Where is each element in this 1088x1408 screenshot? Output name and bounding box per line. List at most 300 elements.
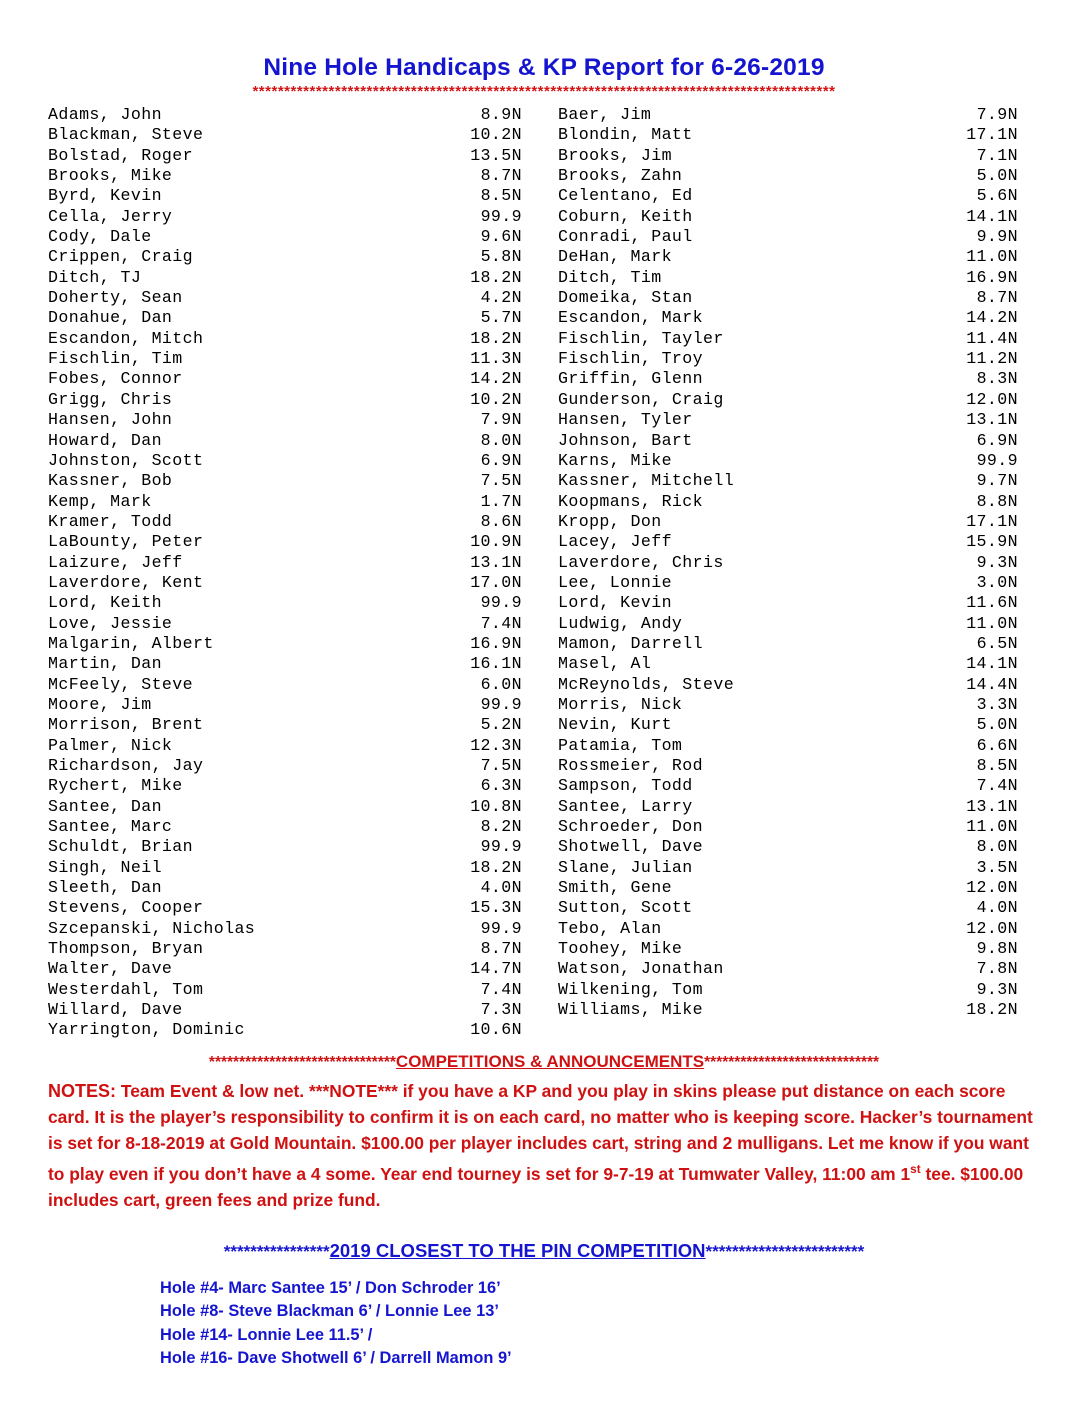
roster-row (48, 736, 1040, 756)
player-handicap-index: 8.6N (480, 511, 522, 531)
roster-row (48, 512, 1040, 532)
player-handicap-index: 7.5N (480, 471, 522, 491)
player-name: Blackman, Steve (48, 125, 204, 145)
roster-entry-left (48, 695, 544, 715)
player-handicap-index: 4.2N (480, 288, 522, 308)
player-name: Domeika, Stan (558, 288, 693, 308)
player-handicap-index (944, 1020, 1040, 1040)
player-name: Moore, Jim (48, 694, 152, 714)
player-handicap-index: 18.2N (966, 1000, 1018, 1020)
player-handicap-index: 8.2N (480, 817, 522, 837)
roster-row (48, 980, 1040, 1000)
player-handicap-index: 10.2N (470, 389, 522, 409)
roster-entry-right (544, 837, 1040, 857)
roster-entry-left (48, 125, 544, 145)
roster-row (48, 715, 1040, 735)
player-name: Kramer, Todd (48, 511, 173, 531)
player-name: Lord, Kevin (558, 593, 672, 613)
roster-entry-right (544, 207, 1040, 227)
player-name: Escandon, Mitch (48, 328, 204, 348)
player-handicap-index: 8.0N (480, 430, 522, 450)
player-name: Love, Jessie (48, 613, 173, 633)
player-handicap-index: 10.8N (470, 796, 522, 816)
roster-entry-left (48, 451, 544, 471)
roster-row (48, 247, 1040, 267)
player-name: Laverdore, Chris (558, 552, 724, 572)
player-name: Thompson, Bryan (48, 939, 204, 959)
roster-row (48, 817, 1040, 837)
player-name: Ditch, TJ (48, 267, 142, 287)
player-name: Laverdore, Kent (48, 572, 204, 592)
player-handicap-index: 8.8N (976, 491, 1018, 511)
roster-entry-right (544, 410, 1040, 430)
player-name: Cella, Jerry (48, 206, 173, 226)
player-name: Johnston, Scott (48, 450, 204, 470)
player-name: Brooks, Zahn (558, 166, 683, 186)
player-handicap-index: 11.3N (470, 349, 522, 369)
roster-entry-right (544, 980, 1040, 1000)
roster-entry-right (544, 166, 1040, 186)
roster-row (48, 858, 1040, 878)
player-handicap-index: 14.4N (966, 674, 1018, 694)
roster-entry-right (544, 654, 1040, 674)
roster-entry-right (544, 1000, 1040, 1020)
ctp-stars-right: ************************ (705, 1241, 865, 1261)
roster-row (48, 573, 1040, 593)
roster-entry-left (48, 939, 544, 959)
player-name: Ditch, Tim (558, 267, 662, 287)
roster-entry-right (544, 553, 1040, 573)
roster-entry-left (48, 817, 544, 837)
ctp-result-item: Hole #14- Lonnie Lee 11.5’ / (160, 1325, 373, 1344)
star-divider-top: ******************************************************************************************** (252, 86, 836, 99)
roster-entry-right (544, 451, 1040, 471)
competitions-heading-text: COMPETITIONS & ANNOUNCEMENTS (395, 1051, 705, 1071)
roster-entry-left (48, 797, 544, 817)
notes-block (48, 1078, 1040, 1213)
roster-entry-right (544, 1020, 1040, 1040)
roster-entry-right (544, 268, 1040, 288)
player-name: Slane, Julian (558, 857, 693, 877)
page-title: Nine Hole Handicaps & KP Report for 6-26-2019 (263, 54, 825, 81)
roster-row (48, 207, 1040, 227)
roster-entry-left (48, 268, 544, 288)
player-handicap-index: 17.1N (966, 511, 1018, 531)
roster-entry-left (48, 247, 544, 267)
roster-entry-right (544, 614, 1040, 634)
roster-row (48, 614, 1040, 634)
player-handicap-index: 99.9 (480, 593, 522, 613)
player-name: Griffin, Glenn (558, 369, 704, 389)
player-handicap-index: 6.9N (976, 430, 1018, 450)
roster-entry-left (48, 492, 544, 512)
player-handicap-index: 9.3N (976, 979, 1018, 999)
roster-row (48, 837, 1040, 857)
player-handicap-index: 14.1N (966, 654, 1018, 674)
roster-entry-left (48, 308, 544, 328)
ctp-stars-left: **************** (223, 1241, 330, 1261)
roster-entry-right (544, 288, 1040, 308)
player-name: Sutton, Scott (558, 898, 693, 918)
player-name: Masel, Al (558, 654, 652, 674)
player-handicap-index: 11.0N (966, 247, 1018, 267)
player-handicap-index: 14.1N (966, 206, 1018, 226)
player-name: Fischlin, Tim (48, 349, 183, 369)
player-handicap-index: 10.9N (470, 532, 522, 552)
roster-entry-left (48, 349, 544, 369)
roster-entry-left (48, 776, 544, 796)
player-handicap-index: 9.9N (976, 227, 1018, 247)
roster-entry-right (544, 532, 1040, 552)
player-handicap-index: 8.3N (976, 369, 1018, 389)
player-name: Crippen, Craig (48, 247, 194, 267)
player-handicap-index: 10.6N (470, 1020, 522, 1040)
player-name: Gunderson, Craig (558, 389, 724, 409)
roster-entry-left (48, 207, 544, 227)
player-name: Kassner, Bob (48, 471, 173, 491)
roster-row (48, 532, 1040, 552)
player-handicap-index: 3.5N (976, 857, 1018, 877)
player-name: Walter, Dave (48, 959, 173, 979)
roster-entry-right (544, 308, 1040, 328)
roster-row (48, 1000, 1040, 1020)
player-handicap-index: 5.7N (480, 308, 522, 328)
player-handicap-index: 4.0N (480, 878, 522, 898)
player-name: Stevens, Cooper (48, 898, 204, 918)
roster-entry-left (48, 919, 544, 939)
ctp-heading (48, 1240, 1040, 1262)
roster-entry-left (48, 614, 544, 634)
player-name: Westerdahl, Tom (48, 979, 204, 999)
roster-entry-right (544, 492, 1040, 512)
player-name: Mamon, Darrell (558, 633, 704, 653)
player-handicap-index: 9.3N (976, 552, 1018, 572)
player-name: Hansen, Tyler (558, 410, 693, 430)
player-name: Williams, Mike (558, 1000, 704, 1020)
roster-entry-right (544, 939, 1040, 959)
notes-label: NOTES: (48, 1080, 117, 1101)
player-name: Bolstad, Roger (48, 145, 194, 165)
player-name: Kropp, Don (558, 511, 662, 531)
player-name: Santee, Marc (48, 817, 173, 837)
player-name: DeHan, Mark (558, 247, 672, 267)
roster-entry-right (544, 797, 1040, 817)
player-name: Rossmeier, Rod (558, 756, 704, 775)
player-handicap-index: 8.7N (976, 288, 1018, 308)
player-handicap-index: 18.2N (470, 328, 522, 348)
player-name: Fischlin, Tayler (558, 328, 724, 348)
ctp-result-item: Hole #16- Dave Shotwell 6’ / Darrell Mamon 9’ (160, 1349, 512, 1368)
player-handicap-index: 4.0N (976, 898, 1018, 918)
roster-entry-right (544, 675, 1040, 695)
player-name: Hansen, John (48, 410, 173, 430)
player-handicap-index: 12.0N (966, 918, 1018, 938)
player-handicap-index: 7.5N (480, 756, 522, 775)
player-name: Santee, Dan (48, 796, 162, 816)
player-name: Fobes, Connor (48, 369, 183, 389)
roster-entry-right (544, 817, 1040, 837)
player-handicap-index: 13.1N (470, 552, 522, 572)
notes-body: Team Event & low net. ***NOTE*** if you have a KP and you play in skins please put distance on each score card. It is the player’s responsibility to confirm it is on each card, no matter who is keeping score. Hacker’s tournament is set for 8-18-2019 at Gold Mountain. $100.00 per player includes cart, string and 2 mulligans. Let me know if you want to play even if you don’t have a 4 some. Year end tourney is set for 9-7-19 at Tumwater Valley, 11:00 am 1 (48, 1080, 1033, 1184)
player-handicap-index: 6.3N (480, 776, 522, 796)
player-name: Grigg, Chris (48, 389, 173, 409)
player-handicap-index: 11.0N (966, 613, 1018, 633)
roster-entry-left (48, 675, 544, 695)
player-handicap-index: 11.6N (966, 593, 1018, 613)
roster-row (48, 329, 1040, 349)
player-name: Nevin, Kurt (558, 715, 672, 735)
roster-entry-left (48, 166, 544, 186)
player-name: McReynolds, Steve (558, 674, 735, 694)
roster-entry-right (544, 390, 1040, 410)
roster-entry-left (48, 736, 544, 756)
roster-entry-left (48, 878, 544, 898)
roster-row (48, 308, 1040, 328)
roster-row (48, 431, 1040, 451)
player-name: Rychert, Mike (48, 776, 183, 796)
roster-row (48, 919, 1040, 939)
roster-entry-right (544, 125, 1040, 145)
roster-entry-right (544, 512, 1040, 532)
player-handicap-index: 8.9N (480, 105, 522, 124)
roster-entry-left (48, 573, 544, 593)
ctp-result-item: Hole #8- Steve Blackman 6’ / Lonnie Lee 13’ (160, 1302, 499, 1321)
player-name: Conradi, Paul (558, 227, 693, 247)
roster-row (48, 471, 1040, 491)
roster-row (48, 288, 1040, 308)
player-name: Lord, Keith (48, 593, 162, 613)
roster-row (48, 878, 1040, 898)
roster-row (48, 959, 1040, 979)
player-handicap-index: 16.9N (966, 267, 1018, 287)
player-handicap-index: 8.7N (480, 166, 522, 186)
player-handicap-index: 6.0N (480, 674, 522, 694)
player-handicap-index: 7.9N (976, 105, 1018, 124)
player-handicap-index: 6.6N (976, 735, 1018, 755)
roster-entry-right (544, 227, 1040, 247)
roster-row (48, 553, 1040, 573)
player-handicap-index: 7.4N (976, 776, 1018, 796)
player-handicap-index: 16.1N (470, 654, 522, 674)
roster-entry-left (48, 898, 544, 918)
player-name: Smith, Gene (558, 878, 672, 898)
player-name: Wilkening, Tom (558, 979, 704, 999)
player-handicap-index: 9.7N (976, 471, 1018, 491)
player-handicap-index: 18.2N (470, 857, 522, 877)
player-name: Schroeder, Don (558, 817, 704, 837)
roster-entry-right (544, 471, 1040, 491)
roster-row (48, 166, 1040, 186)
player-handicap-index: 14.7N (470, 959, 522, 979)
roster-entry-right (544, 919, 1040, 939)
player-name: Blondin, Matt (558, 125, 693, 145)
player-name: Byrd, Kevin (48, 186, 162, 206)
player-name: Baer, Jim (558, 105, 652, 124)
player-handicap-index: 6.5N (976, 633, 1018, 653)
roster-entry-left (48, 1020, 544, 1040)
player-name: Koopmans, Rick (558, 491, 704, 511)
roster-row (48, 349, 1040, 369)
player-handicap-index: 99.9 (976, 450, 1018, 470)
roster-row (48, 797, 1040, 817)
player-handicap-index: 18.2N (470, 267, 522, 287)
player-handicap-index: 11.4N (966, 328, 1018, 348)
roster-row (48, 898, 1040, 918)
player-name: Tebo, Alan (558, 918, 662, 938)
player-handicap-index: 15.9N (966, 532, 1018, 552)
roster-entry-left (48, 146, 544, 166)
roster-entry-left (48, 1000, 544, 1020)
roster-entry-right (544, 431, 1040, 451)
roster-entry-left (48, 410, 544, 430)
player-handicap-index: 12.3N (470, 735, 522, 755)
roster-entry-right (544, 369, 1040, 389)
roster-entry-left (48, 105, 544, 125)
player-handicap-index: 8.0N (976, 837, 1018, 857)
roster-entry-left (48, 390, 544, 410)
player-handicap-index: 6.9N (480, 450, 522, 470)
player-name: Toohey, Mike (558, 939, 683, 959)
player-name: Donahue, Dan (48, 308, 173, 328)
roster-entry-left (48, 512, 544, 532)
ctp-result-item: Hole #4- Marc Santee 15’ / Don Schroder 16’ (160, 1278, 501, 1297)
roster-row (48, 369, 1040, 389)
roster-row (48, 695, 1040, 715)
roster-entry-right (544, 573, 1040, 593)
roster-row (48, 410, 1040, 430)
roster-entry-right (544, 186, 1040, 206)
roster-entry-right (544, 858, 1040, 878)
roster-entry-right (544, 593, 1040, 613)
roster-entry-left (48, 634, 544, 654)
player-handicap-index: 15.3N (470, 898, 522, 918)
player-name: McFeely, Steve (48, 674, 194, 694)
player-handicap-index: 99.9 (480, 918, 522, 938)
roster-entry-right (544, 959, 1040, 979)
roster-row (48, 675, 1040, 695)
roster-entry-right (544, 329, 1040, 349)
player-name: Schuldt, Brian (48, 837, 194, 857)
player-name: Patamia, Tom (558, 735, 683, 755)
roster-entry-left (48, 553, 544, 573)
player-handicap-index: 5.0N (976, 715, 1018, 735)
roster-entry-left (48, 858, 544, 878)
player-name: Celentano, Ed (558, 186, 693, 206)
roster-entry-left (48, 227, 544, 247)
player-name: Szcepanski, Nicholas (48, 918, 256, 938)
player-name: Brooks, Jim (558, 145, 672, 165)
player-handicap-index: 14.2N (966, 308, 1018, 328)
player-name: Lacey, Jeff (558, 532, 672, 552)
roster-entry-right (544, 898, 1040, 918)
player-name: Laizure, Jeff (48, 552, 183, 572)
player-handicap-index: 3.3N (976, 694, 1018, 714)
player-handicap-index: 99.9 (480, 694, 522, 714)
player-name: Fischlin, Troy (558, 349, 704, 369)
player-handicap-index: 5.8N (480, 247, 522, 267)
player-name: Lee, Lonnie (558, 572, 672, 592)
player-handicap-index: 9.6N (480, 227, 522, 247)
roster-entry-right (544, 776, 1040, 796)
player-handicap-index: 7.9N (480, 410, 522, 430)
player-name: Cody, Dale (48, 227, 152, 247)
player-name: Sleeth, Dan (48, 878, 162, 898)
player-name: Palmer, Nick (48, 735, 173, 755)
player-handicap-index: 1.7N (480, 491, 522, 511)
player-name: Yarrington, Dominic (48, 1020, 245, 1040)
roster-entry-right (544, 247, 1040, 267)
roster-entry-left (48, 837, 544, 857)
player-handicap-index: 10.2N (470, 125, 522, 145)
roster-row (48, 756, 1040, 776)
player-handicap-index: 99.9 (480, 837, 522, 857)
roster-entry-left (48, 186, 544, 206)
player-name: Willard, Dave (48, 1000, 183, 1020)
player-handicap-index: 11.2N (966, 349, 1018, 369)
roster-entry-left (48, 715, 544, 735)
player-name: Ludwig, Andy (558, 613, 683, 633)
player-name: Watson, Jonathan (558, 959, 724, 979)
player-handicap-index: 17.0N (470, 572, 522, 592)
roster-entry-left (48, 369, 544, 389)
roster-entry-left (48, 980, 544, 1000)
player-handicap-index: 7.4N (480, 979, 522, 999)
roster-row (48, 776, 1040, 796)
roster-entry-right (544, 634, 1040, 654)
roster-row (48, 939, 1040, 959)
player-name: Kemp, Mark (48, 491, 152, 511)
roster-entry-left (48, 532, 544, 552)
roster-entry-right (544, 349, 1040, 369)
player-name: Sampson, Todd (558, 776, 693, 796)
player-handicap-index: 9.8N (976, 939, 1018, 959)
roster-row (48, 186, 1040, 206)
ctp-heading-text: 2019 CLOSEST TO THE PIN COMPETITION (329, 1239, 706, 1261)
roster-entry-left (48, 431, 544, 451)
player-name: Coburn, Keith (558, 206, 693, 226)
roster-row (48, 390, 1040, 410)
roster-row (48, 492, 1040, 512)
player-handicap-index: 7.8N (976, 959, 1018, 979)
player-handicap-index: 13.1N (966, 796, 1018, 816)
roster-row (48, 451, 1040, 471)
player-name: Kassner, Mitchell (558, 471, 735, 491)
ctp-results-list (48, 1277, 1040, 1371)
player-handicap-index: 7.4N (480, 613, 522, 633)
roster-row (48, 634, 1040, 654)
player-name: Escandon, Mark (558, 308, 704, 328)
roster-entry-right (544, 878, 1040, 898)
roster-row (48, 146, 1040, 166)
player-name: Johnson, Bart (558, 430, 693, 450)
player-handicap-index: 5.2N (480, 715, 522, 735)
roster-entry-right (544, 146, 1040, 166)
roster-entry-left (48, 654, 544, 674)
roster-entry-left (48, 471, 544, 491)
player-handicap-index: 5.0N (976, 166, 1018, 186)
roster-row (48, 105, 1040, 125)
player-handicap-index: 8.5N (480, 186, 522, 206)
stars-left: ******************************* (208, 1053, 396, 1071)
player-name: Malgarin, Albert (48, 633, 214, 653)
roster-row (48, 227, 1040, 247)
roster-entry-right (544, 736, 1040, 756)
stars-right: ***************************** (704, 1053, 880, 1071)
player-name: Howard, Dan (48, 430, 162, 450)
player-handicap-index: 17.1N (966, 125, 1018, 145)
player-name: Morris, Nick (558, 694, 683, 714)
player-name: Morrison, Brent (48, 715, 204, 735)
